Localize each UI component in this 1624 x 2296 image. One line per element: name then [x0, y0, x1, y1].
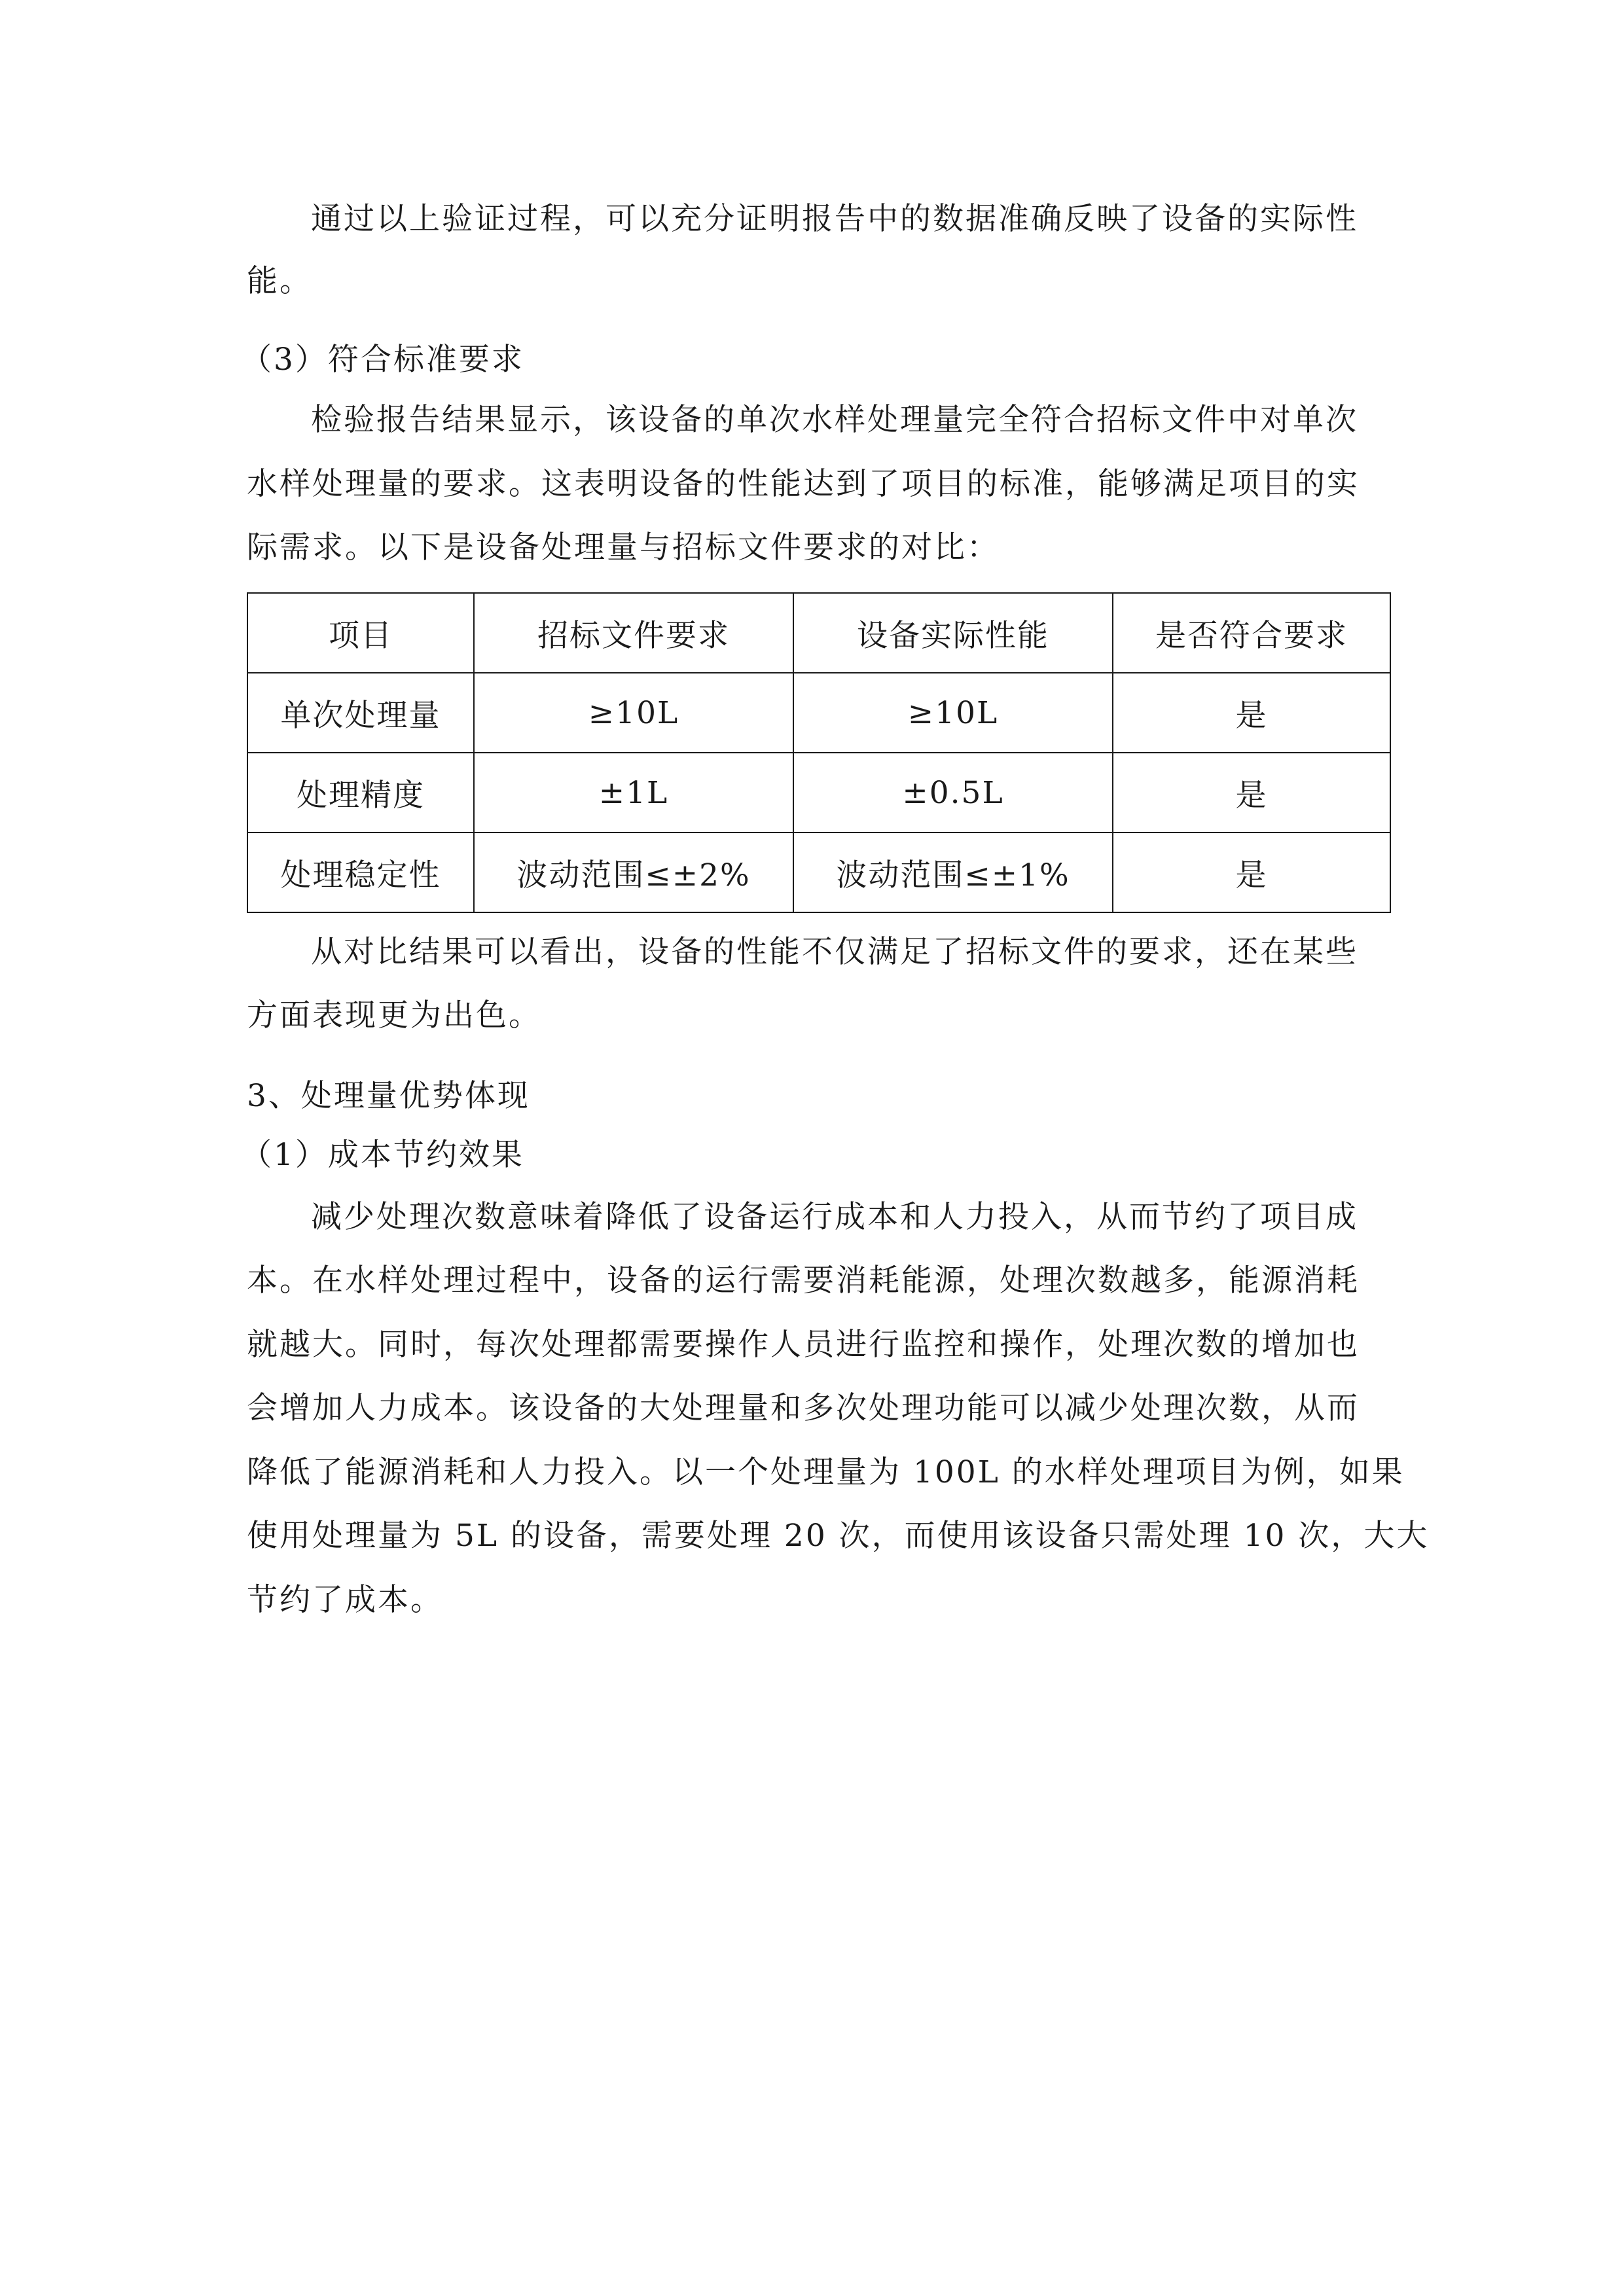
table-cell: 波动范围≤±1% — [793, 833, 1113, 912]
table-cell: 波动范围≤±2% — [474, 833, 793, 912]
table-cell: ≥10L — [474, 673, 793, 753]
table-cell: 是 — [1113, 833, 1390, 912]
paragraph-line: 本。在水样处理过程中，设备的运行需要消耗能源，处理次数越多，能源消耗 — [247, 1263, 1360, 1299]
table-header-cell: 项目 — [247, 593, 474, 673]
comparison-table — [247, 592, 1391, 913]
paragraph-line: 水样处理量的要求。这表明设备的性能达到了项目的标准，能够满足项目的实 — [247, 466, 1360, 502]
paragraph-line: 节约了成本。 — [247, 1582, 443, 1618]
table-row — [247, 753, 1390, 833]
paragraph-line: 从对比结果可以看出，设备的性能不仅满足了招标文件的要求，还在某些 — [311, 934, 1358, 970]
table-cell: 是 — [1113, 753, 1390, 833]
table-cell: ≥10L — [793, 673, 1113, 753]
table-header-cell: 设备实际性能 — [793, 593, 1113, 673]
paragraph-line: 会增加人力成本。该设备的大处理量和多次处理功能可以减少处理次数，从而 — [247, 1390, 1360, 1426]
paragraph-line: 降低了能源消耗和人力投入。以一个处理量为 100L 的水样处理项目为例，如果 — [247, 1454, 1405, 1490]
table-cell: 单次处理量 — [247, 673, 474, 753]
table-row — [247, 673, 1390, 753]
subheading-standard-requirements: （3）符合标准要求 — [241, 342, 524, 378]
paragraph-line: 减少处理次数意味着降低了设备运行成本和人力投入，从而节约了项目成 — [311, 1199, 1358, 1235]
table-header-cell: 是否符合要求 — [1113, 593, 1390, 673]
paragraph-line: 通过以上验证过程，可以充分证明报告中的数据准确反映了设备的实际性 — [311, 201, 1358, 237]
paragraph-line: 使用处理量为 5L 的设备，需要处理 20 次，而使用该设备只需处理 10 次，大大 — [247, 1518, 1430, 1554]
paragraph-line: 检验报告结果显示，该设备的单次水样处理量完全符合招标文件中对单次 — [311, 402, 1358, 438]
paragraph-line: 方面表现更为出色。 — [247, 997, 541, 1033]
table-cell: 处理稳定性 — [247, 833, 474, 912]
table-row — [247, 833, 1390, 912]
table-cell: ±0.5L — [793, 753, 1113, 833]
paragraph-line: 能。 — [247, 263, 312, 299]
table-cell: 是 — [1113, 673, 1390, 753]
section-heading: 3、处理量优势体现 — [247, 1078, 530, 1114]
table-cell: ±1L — [474, 753, 793, 833]
table-header-cell: 招标文件要求 — [474, 593, 793, 673]
paragraph-line: 就越大。同时，每次处理都需要操作人员进行监控和操作，处理次数的增加也 — [247, 1327, 1360, 1363]
paragraph-line: 际需求。以下是设备处理量与招标文件要求的对比： — [247, 529, 1000, 565]
table-header-row — [247, 593, 1390, 673]
table-cell: 处理精度 — [247, 753, 474, 833]
subheading-cost-saving: （1）成本节约效果 — [241, 1137, 524, 1173]
